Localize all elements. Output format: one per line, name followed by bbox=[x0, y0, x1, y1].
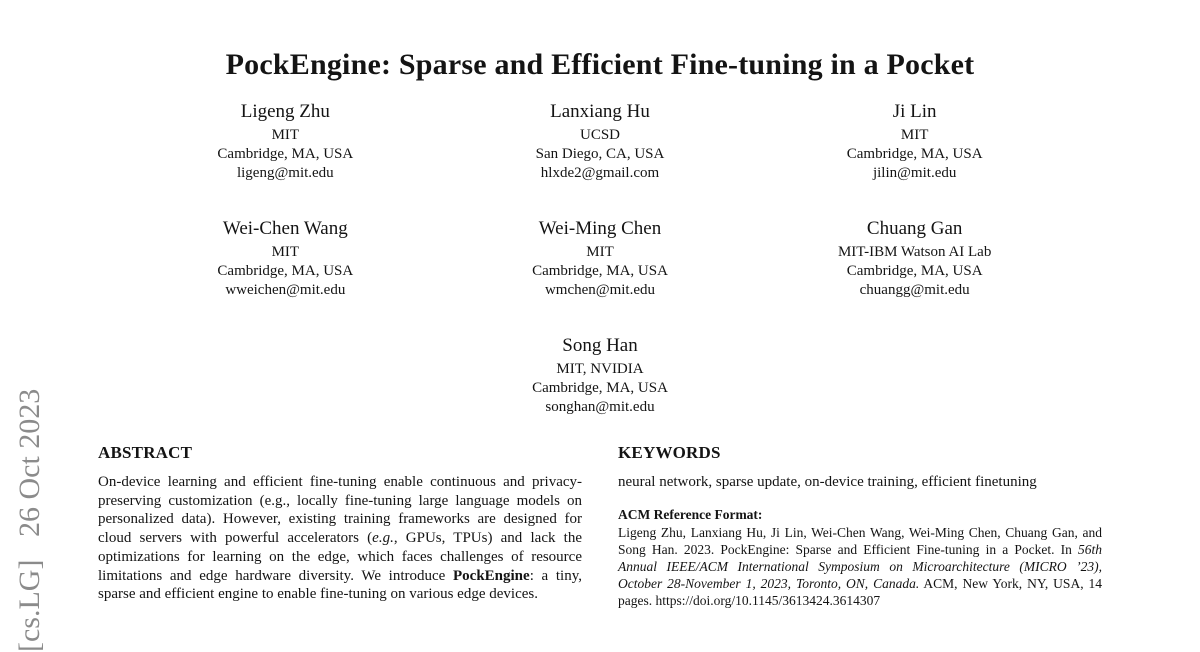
abstract-text: On-device learning and efficient fine-tuning enable continuous and privacy-preserving customization (e.g., locally fine-tuning large language models on personalized data). However, existing training frameworks are designed for cloud servers with powerful accelerators (e.g., GPUs, TPUs) and lack the optimizations for learning on the edge, which faces challenges of resource limitations and edge hardware diversity. We introduce PockEngine: a tiny, sparse and efficient engine to enable fine-tuning on various edge devices. bbox=[98, 474, 582, 603]
author-name: Ji Lin bbox=[892, 101, 937, 122]
keywords-heading: KEYWORDS bbox=[618, 443, 721, 462]
author-name: Wei-Chen Wang bbox=[222, 218, 348, 239]
author-location: Cambridge, MA, USA bbox=[846, 146, 983, 162]
author-name: Ligeng Zhu bbox=[240, 101, 330, 122]
author-email: songhan@mit.edu bbox=[545, 399, 655, 415]
two-column-body bbox=[98, 443, 1102, 609]
author-location: Cambridge, MA, USA bbox=[532, 263, 668, 279]
acm-reference-text: Ligeng Zhu, Lanxiang Hu, Ji Lin, Wei-Chen Wang, Wei-Ming Chen, Chuang Gan, and Song Han. 2023. PockEngine: Sparse and Efficient Fine-tuning in a Pocket. In 56th Annual IEEE/ACM International Symposium on Microarchitecture (MICRO ’23), October 28-November 1, 2023, Toronto, ON, Canada. ACM, New York, NY, USA, 14 pages. https://doi.org/10.1145/3613424.3614307 bbox=[618, 524, 1102, 608]
author-location: San Diego, CA, USA bbox=[535, 146, 665, 162]
author-name: Song Han bbox=[562, 335, 638, 356]
author-affiliation: MIT bbox=[900, 127, 929, 143]
author-block bbox=[128, 100, 443, 183]
keywords-and-reference-section bbox=[618, 443, 1102, 609]
abstract-section bbox=[98, 443, 582, 609]
author-affiliation: MIT bbox=[586, 244, 614, 260]
abstract-heading: ABSTRACT bbox=[98, 443, 193, 462]
authors-row-3 bbox=[98, 334, 1102, 417]
author-email: jilin@mit.edu bbox=[872, 165, 957, 181]
author-block bbox=[443, 217, 758, 300]
author-affiliation: MIT-IBM Watson AI Lab bbox=[837, 244, 992, 260]
authors-row-2 bbox=[98, 217, 1102, 300]
author-affiliation: MIT, NVIDIA bbox=[556, 361, 644, 377]
authors-row-1 bbox=[98, 100, 1102, 183]
author-email: hlxde2@gmail.com bbox=[540, 165, 660, 181]
author-location: Cambridge, MA, USA bbox=[217, 263, 354, 279]
author-affiliation: UCSD bbox=[579, 127, 620, 143]
arxiv-category-stamp: [cs.LG] 26 Oct 2023 bbox=[13, 388, 46, 652]
author-name: Chuang Gan bbox=[866, 218, 963, 239]
author-name: Lanxiang Hu bbox=[550, 101, 650, 122]
author-email: wweichen@mit.edu bbox=[225, 282, 346, 298]
author-affiliation: MIT bbox=[271, 127, 300, 143]
author-block bbox=[128, 217, 443, 300]
paper-title: PockEngine: Sparse and Efficient Fine-tuning in a Pocket bbox=[225, 48, 975, 81]
author-location: Cambridge, MA, USA bbox=[217, 146, 354, 162]
author-block bbox=[757, 100, 1072, 183]
author-block bbox=[757, 217, 1072, 300]
author-affiliation: MIT bbox=[271, 244, 300, 260]
author-location: Cambridge, MA, USA bbox=[532, 380, 668, 396]
acm-reference-heading: ACM Reference Format: bbox=[618, 506, 763, 522]
keywords-text: neural network, sparse update, on-device training, efficient finetuning bbox=[618, 474, 1037, 490]
author-name: Wei-Ming Chen bbox=[538, 218, 662, 239]
author-email: chuangg@mit.edu bbox=[859, 282, 970, 298]
author-email: ligeng@mit.edu bbox=[236, 165, 334, 181]
author-location: Cambridge, MA, USA bbox=[846, 263, 983, 279]
author-block bbox=[443, 100, 758, 183]
author-email: wmchen@mit.edu bbox=[544, 282, 656, 298]
author-block bbox=[532, 334, 668, 417]
